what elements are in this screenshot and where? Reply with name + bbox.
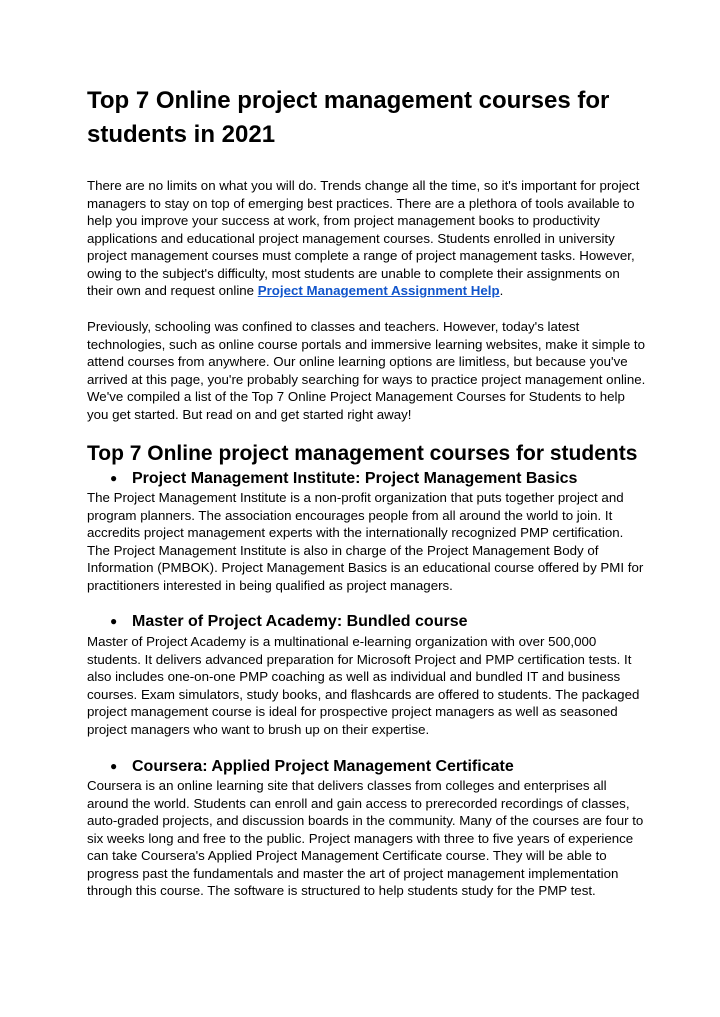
course-title: Coursera: Applied Project Management Certificate xyxy=(132,758,514,775)
intro-text: There are no limits on what you will do. Trends change all the time, so it's important for project managers to stay on top of emerging best practices. There are a plethora of tools available to help you improve your success at work, from project management books to productivity applications and educational project management courses. Students enrolled in university project management courses must complete a range of project management tasks. However, owing to the subject's difficulty, most students are unable to complete their assignments on their own and request online xyxy=(87,178,640,298)
course-description-2: Master of Project Academy is a multinational e-learning organization with over 500,000 students. It delivers advanced preparation for Microsoft Project and PMP certification tests. It also includes one-on-one PMP coaching as well as individual and bundled IT and business courses. Exam simulators, study books, and flashcards are offered to students. The packaged project management course is ideal for prospective project managers as well as seasoned project managers who want to brush up on their expertise. xyxy=(87,634,640,737)
course-heading-3 xyxy=(110,756,514,777)
intro-paragraph-2: Previously, schooling was confined to classes and teachers. However, today's latest technologies, such as online course portals and immersive learning websites, make it simple to attend courses from anywhere. Our online learning options are limitless, but because you've arrived at this page, you're probably searching for ways to practice project management online. We've compiled a list of the Top 7 Online Project Management Courses for Students to help you get started. But read on and get started right away! xyxy=(87,319,646,422)
course-title: Master of Project Academy: Bundled course xyxy=(132,613,468,630)
course-heading-2 xyxy=(110,611,468,632)
intro-paragraph xyxy=(87,177,647,300)
course-description-1: The Project Management Institute is a non-profit organization that puts together project and program planners. The association encourages people from all around the world to join. It accredits project management experts with the internationally recognized PMP certification. The Project Management Institute is also in charge of the Project Management Body of Information (PMBOK). Project Management Basics is an educational course offered by PMI for practitioners interested in being qualified as project managers. xyxy=(87,490,644,593)
course-description-3: Coursera is an online learning site that delivers classes from colleges and enterprises all around the world. Students can enroll and gain access to prerecorded recordings of classes, auto-graded projects, and discussion boards in the community. Many of the courses are four to six weeks long and free to the public. Project managers with three to five years of experience can take Coursera's Applied Project Management Certificate course. They will be able to progress past the fundamentals and master the art of project management implementation through this course. The software is structured to help students study for the PMP test. xyxy=(87,778,644,898)
course-title: Project Management Institute: Project Management Basics xyxy=(132,470,578,487)
bullet-icon: ● xyxy=(110,471,118,485)
bullet-icon: ● xyxy=(110,614,118,628)
section-heading: Top 7 Online project management courses for students xyxy=(87,442,638,465)
course-heading-1 xyxy=(110,468,577,489)
page-title: Top 7 Online project management courses for students in 2021 xyxy=(87,87,610,148)
bullet-icon: ● xyxy=(110,759,118,773)
assignment-help-link[interactable]: Project Management Assignment Help xyxy=(257,283,500,298)
intro-text-end: . xyxy=(499,283,504,298)
